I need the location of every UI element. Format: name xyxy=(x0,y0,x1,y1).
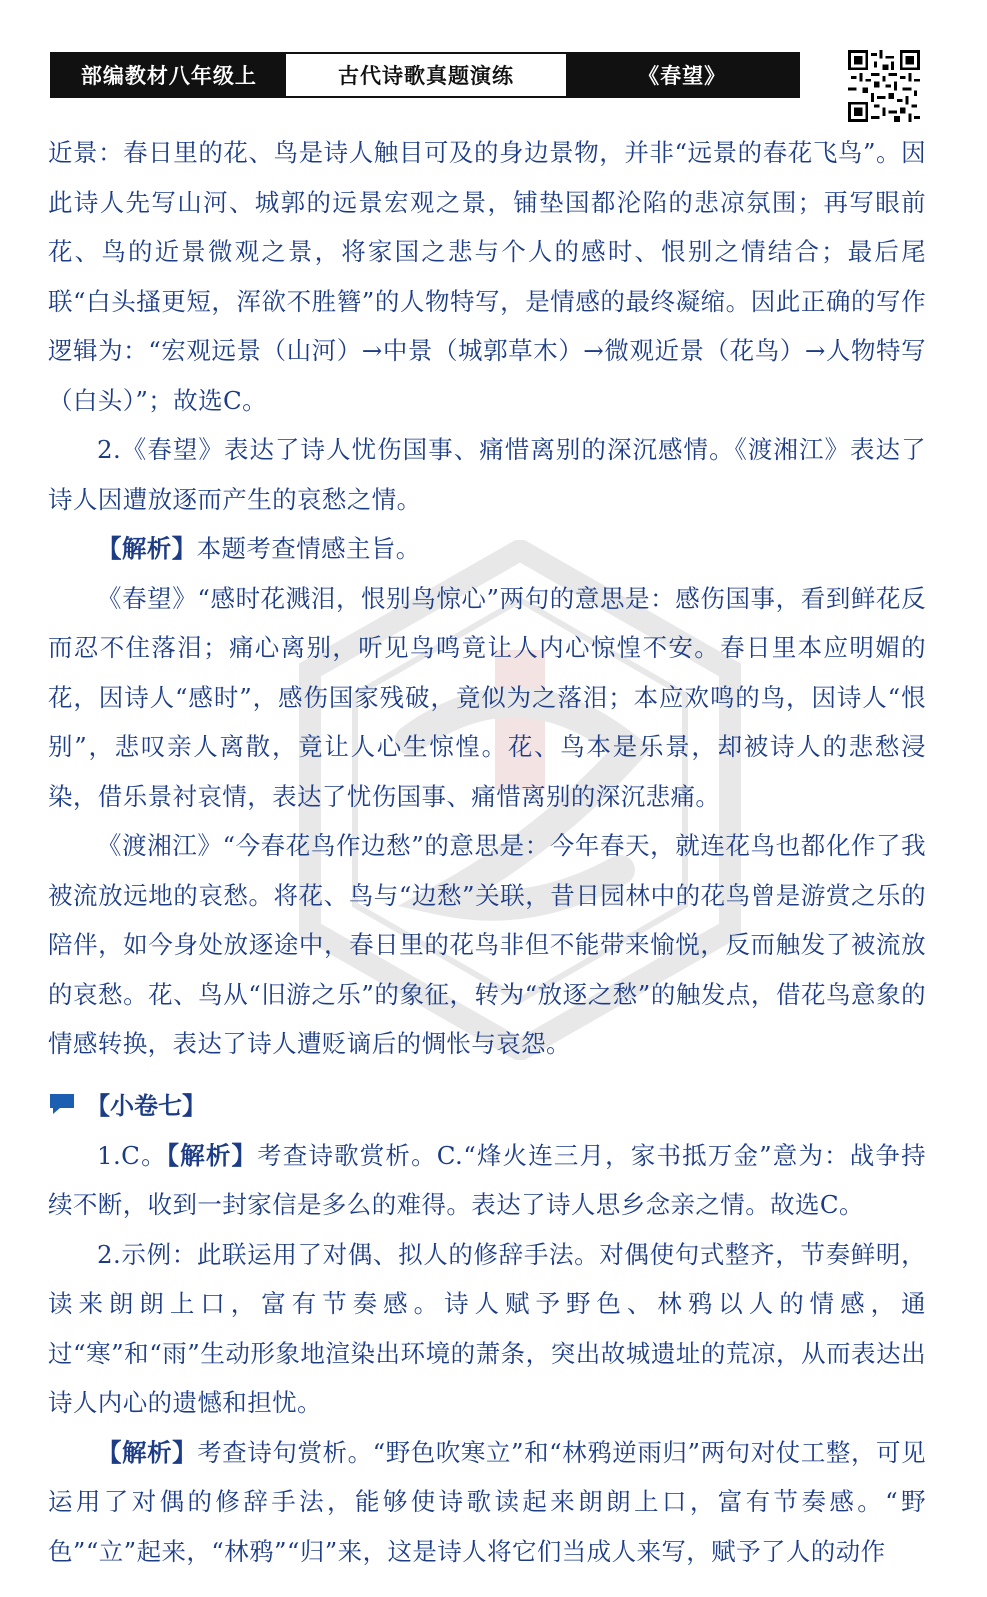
q3-text: 考查诗句赏析。“野色吹寒立”和“林鸦逆雨归”两句对仗工整，可见运用了对偶的修辞手法，能够使诗歌读起来朗朗上口，富有节奏感。“野色”“立”起来，“林鸦”“归”来，这是诗人将它们当成人来写，赋予了人的动作 xyxy=(48,1437,926,1566)
q1-prefix: 1.C。 xyxy=(97,1140,167,1170)
paragraph-analysis-continued: 近景：春日里的花、鸟是诗人触目可及的身边景物，并非“远景的春花飞鸟”。因此诗人先写山河、城郭的远景宏观之景，铺垫国都沦陷的悲凉氛围；再写眼前花、鸟的近景微观之景，将家国之悲与个人的感时、恨别之情结合；最后尾联“白头搔更短，浑欲不胜簪”的人物特写，是情感的最终凝缩。因此正确的写作逻辑为：“宏观远景（山河）→中景（城郭草木）→微观近景（花鸟）→人物特写（白头）”；故选C。 xyxy=(48,138,926,415)
q3-analysis-tag: 【解析】 xyxy=(97,1437,198,1467)
section-label: 【小卷七】 xyxy=(86,1092,206,1120)
answer-content xyxy=(48,128,926,1576)
paragraph-q2-answer: 2.示例：此联运用了对偶、拟人的修辞手法。对偶使句式整齐，节奏鲜明，读来朗朗上口，富有节奏感。诗人赋予野色、林鸦以人的情感，通过“寒”和“雨”生动形象地渲染出环境的萧条，突出故城遗址的荒凉，从而表达出诗人内心的遗憾和担忧。 xyxy=(48,1239,926,1417)
paragraph-analysis-heading xyxy=(48,524,926,574)
header-grade-label: 部编教材八年级上 xyxy=(52,54,286,96)
paragraph-duxiangjiang-analysis: 《渡湘江》“今春花鸟作边愁”的意思是：今年春天，就连花鸟也都化作了我被流放远地的哀愁。将花、鸟与“边愁”关联，昔日园林中的花鸟曾是游赏之乐的陪伴，如今身处放逐途中，春日里的花鸟非但不能带来愉悦，反而触发了被流放的哀愁。花、鸟从“旧游之乐”的象征，转为“放逐之愁”的触发点，借花鸟意象的情感转换，表达了诗人遭贬谪后的惆怅与哀怨。 xyxy=(48,831,926,1058)
qr-code-icon xyxy=(848,50,920,122)
q1-text: 考查诗歌赏析。C.“烽火连三月，家书抵万金”意为：战争持续不断，收到一封家信是多么的难得。表达了诗人思乡念亲之情。故选C。 xyxy=(48,1140,926,1219)
section-heading xyxy=(48,1081,926,1127)
paragraph-answer-2: 2.《春望》表达了诗人忧伤国事、痛惜离别的深沉感情。《渡湘江》表达了诗人因遭放逐而产生的哀愁之情。 xyxy=(48,435,926,514)
header-poem-title: 《春望》 xyxy=(566,54,798,96)
comment-icon xyxy=(48,1092,76,1116)
analysis-text: 本题考查情感主旨。 xyxy=(196,534,421,563)
header-topic-label: 古代诗歌真题演练 xyxy=(286,54,567,96)
q1-analysis-tag: 【解析】 xyxy=(166,1140,258,1170)
paragraph-q1-answer xyxy=(48,1131,926,1230)
paragraph-q3-analysis xyxy=(48,1428,926,1577)
paragraph-chunwang-analysis: 《春望》“感时花溅泪，恨别鸟惊心”两句的意思是：感伤国事，看到鲜花反而忍不住落泪；痛心离别，听见鸟鸣竟让人内心惊惶不安。春日里本应明媚的花，因诗人“感时”，感伤国家残破，竟似为之落泪；本应欢鸣的鸟，因诗人“恨别”，悲叹亲人离散，竟让人心生惊惶。花、鸟本是乐景，却被诗人的悲愁浸染，借乐景衬哀情，表达了忧伤国事、痛惜离别的深沉悲痛。 xyxy=(48,583,926,811)
page-header xyxy=(50,52,800,98)
analysis-tag: 【解析】 xyxy=(97,534,197,563)
